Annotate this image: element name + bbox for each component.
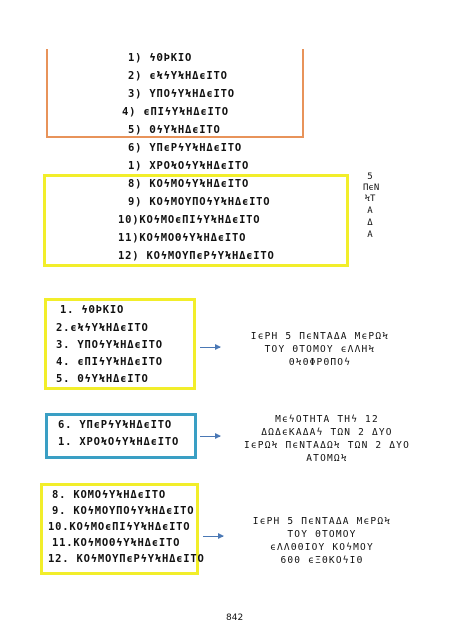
side-char: 5 xyxy=(367,172,373,182)
list-item: 10.ΚΟϟΜΟϵΠΙϟΥϞΗΔϵΙΤΟ xyxy=(48,521,191,533)
note-group2 xyxy=(232,413,422,465)
note-line: 600 ϵΞΘΚΟϟΙΘ xyxy=(280,555,364,566)
side-char: ϞΤ xyxy=(364,194,376,204)
note-line: ΙϵΡΗ 5 ΠϵΝΤΑΔΑ ΜϵΡΩϞ xyxy=(250,331,390,342)
list-item: 1. ΧΡΟϞΟϟΥϞΗΔϵΙΤΟ xyxy=(58,436,180,448)
note-line: ΤΟΥ ΘΤΟΜΟΥ ϵΛΛΗϞ xyxy=(264,344,376,355)
list-item: 11.ΚΟϟΜΟΘϟΥϞΗΔϵΙΤΟ xyxy=(52,537,181,549)
arrow-group1 xyxy=(200,347,220,348)
list-item: 11)ΚΟϟΜΟΘϟΥϞΗΔϵΙΤΟ xyxy=(118,232,247,244)
list-item: 3) ΥΠΟϟΥϞΗΔϵΙΤΟ xyxy=(128,88,235,100)
note-line: ΑΤΟΜΩϞ xyxy=(306,453,348,464)
note-line: ϵΛΛΘΘΙΟΥ ΚΟϟΜΟΥ xyxy=(270,542,374,553)
note-line: ΔΩΔϵΚΑΔΑϟ ΤΩΝ 2 ΔΥΟ xyxy=(261,427,393,438)
list-item: 10)ΚΟϟΜΟϵΠΙϟΥϞΗΔϵΙΤΟ xyxy=(118,214,261,226)
list-item: 2.ϵϞϟΥϞΗΔϵΙΤΟ xyxy=(56,322,149,334)
list-item: 1) ϟΘϷΚΙΟ xyxy=(128,52,193,64)
list-item: 2) ϵϞϟΥϞΗΔϵΙΤΟ xyxy=(128,70,228,82)
list-item: 6) ΥΠϵΡϟΥϞΗΔϵΙΤΟ xyxy=(128,142,242,154)
note-line: ΘϞΘΦΡΘΠΟϟ xyxy=(288,357,352,368)
side-char: Δ xyxy=(367,218,373,228)
list-item: 5. ΘϟΥϞΗΔϵΙΤΟ xyxy=(56,373,149,385)
list-item: 8) ΚΟϟΜΟϟΥϞΗΔϵΙΤΟ xyxy=(128,178,250,190)
note-group3 xyxy=(242,515,402,567)
list-item: 6. ΥΠϵΡϟΥϞΗΔϵΙΤΟ xyxy=(58,419,172,431)
side-char: Α xyxy=(367,230,373,240)
note-line: ΤΟΥ ΘΤΟΜΟΥ xyxy=(287,529,357,540)
list-item: 1. ϟΘϷΚΙΟ xyxy=(60,304,125,316)
note-group1 xyxy=(240,330,400,369)
list-item: 8. ΚΟΜΟϟΥϞΗΔϵΙΤΟ xyxy=(52,489,166,501)
note-line: ΜϵϟΟΤΗΤΑ ΤΗϟ 12 xyxy=(275,414,379,425)
list-item: 9. ΚΟϟΜΟΥΠΟϟΥϞΗΔϵΙΤΟ xyxy=(52,505,195,517)
list-item: 4) ϵΠΙϟΥϞΗΔϵΙΤΟ xyxy=(122,106,229,118)
list-item: 5) ΘϟΥϞΗΔϵΙΤΟ xyxy=(128,124,221,136)
list-item: 12) ΚΟϟΜΟΥΠϵΡϟΥϞΗΔϵΙΤΟ xyxy=(118,250,275,262)
list-item: 4. ϵΠΙϟΥϞΗΔϵΙΤΟ xyxy=(56,356,163,368)
list-item: 12. ΚΟϟΜΟΥΠϵΡϟΥϞΗΔϵΙΤΟ xyxy=(48,553,205,565)
arrow-group2 xyxy=(200,436,220,437)
arrow-group3 xyxy=(203,536,223,537)
page-number: 842 xyxy=(226,613,244,623)
note-line: ΙϵΡΩϞ ΠϵΝΤΑΔΩϞ ΤΩΝ 2 ΔΥΟ xyxy=(243,440,411,451)
list-item: 1) ΧΡΟϞΟϟΥϞΗΔϵΙΤΟ xyxy=(128,160,250,172)
side-char: ΠϵΝ xyxy=(363,183,380,193)
list-item: 9) ΚΟϟΜΟΥΠΟϟΥϞΗΔϵΙΤΟ xyxy=(128,196,271,208)
note-line: ΙϵΡΗ 5 ΠϵΝΤΑΔΑ ΜϵΡΩϞ xyxy=(252,516,392,527)
side-char: Α xyxy=(367,206,373,216)
list-item: 3. ΥΠΟϟΥϞΗΔϵΙΤΟ xyxy=(56,339,163,351)
